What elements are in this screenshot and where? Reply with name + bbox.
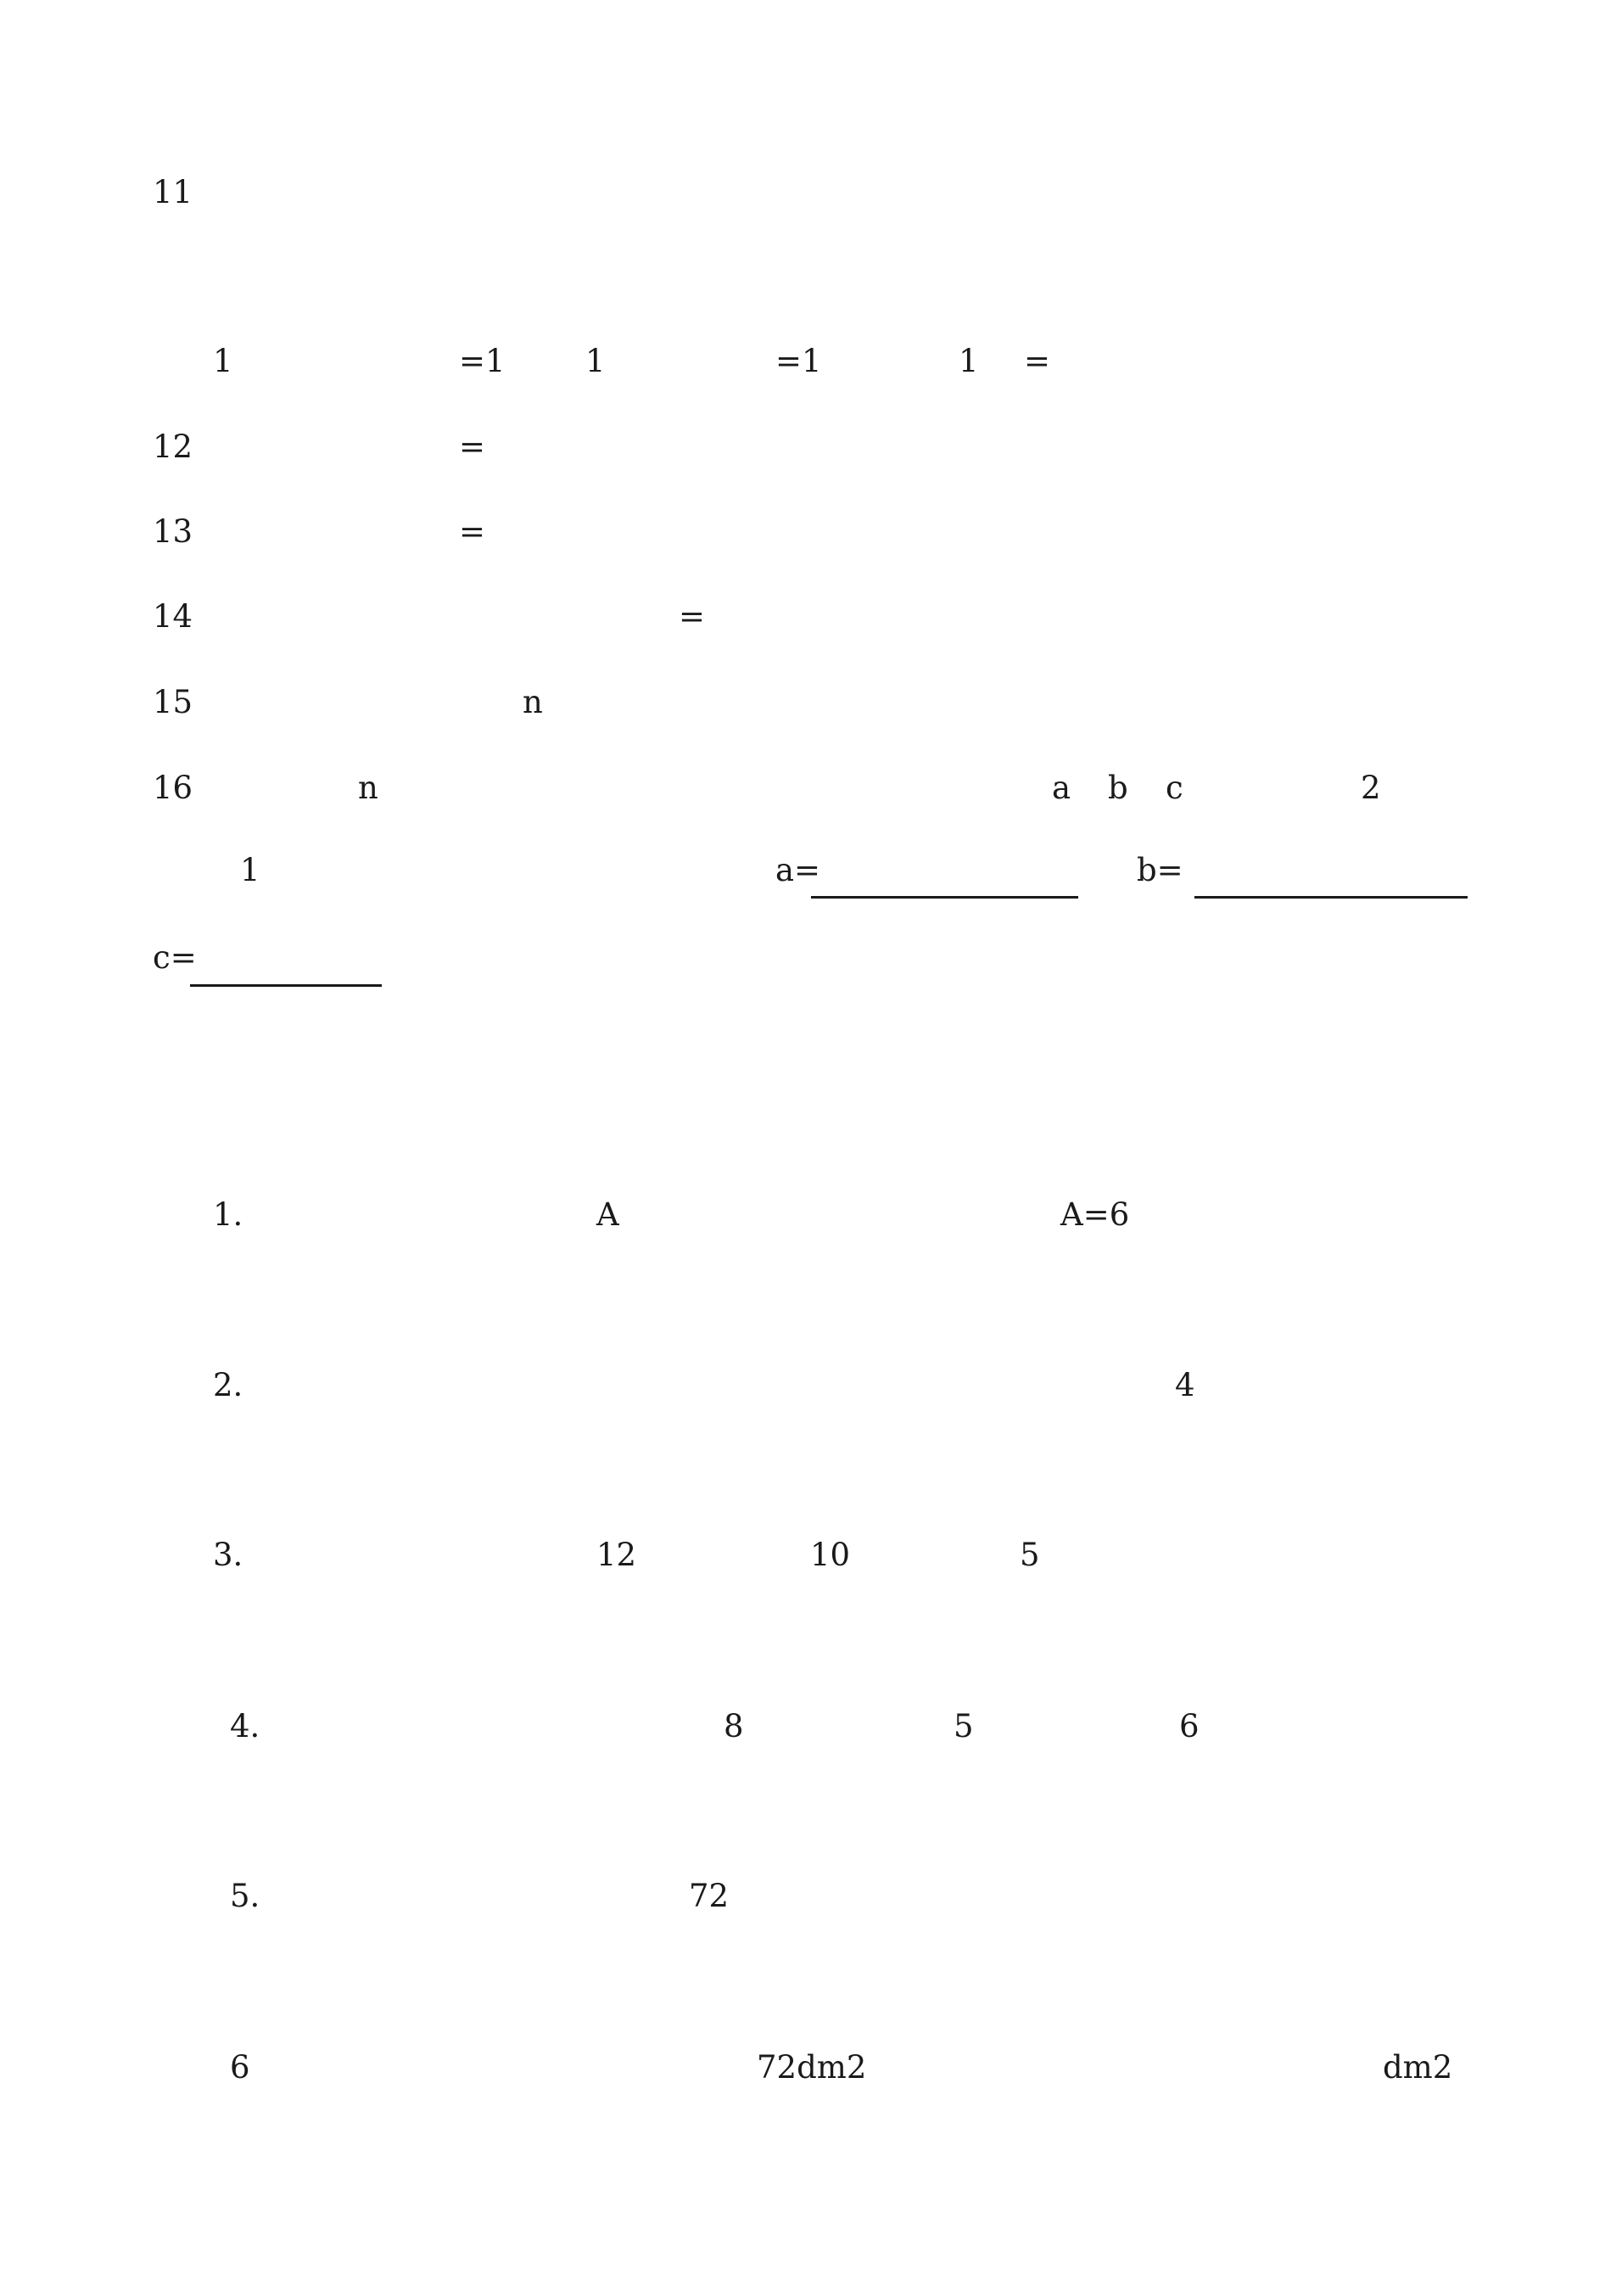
question-2-number: 2.	[213, 1367, 243, 1403]
answer-b-label: b=	[1137, 852, 1183, 888]
row1-equals: =	[1024, 343, 1051, 379]
row1-result-1: =1	[459, 343, 506, 379]
question-3-number: 3.	[213, 1537, 243, 1573]
question-4-value-3: 6	[1179, 1708, 1200, 1744]
line-12-number: 12	[153, 428, 193, 465]
line-14-number: 14	[153, 598, 193, 635]
question-6-area: 72dm2	[757, 2049, 867, 2086]
question-4-number: 4.	[230, 1708, 260, 1744]
line-12-equals: =	[459, 428, 486, 465]
line-16b-value-1: 1	[240, 852, 260, 888]
line-16-value-2: 2	[1361, 770, 1381, 806]
answer-c-blank[interactable]	[190, 984, 382, 987]
line-14-equals: =	[679, 598, 706, 635]
line-16-number: 16	[153, 770, 193, 806]
line-16-variable-c: c	[1166, 770, 1183, 806]
question-4-value-2: 5	[954, 1708, 974, 1744]
question-4-value-1: 8	[724, 1708, 744, 1744]
answer-c-label: c=	[153, 939, 197, 976]
question-5-value: 72	[689, 1878, 730, 1914]
row1-term-3: 1	[959, 343, 979, 379]
answer-a-label: a=	[775, 852, 821, 888]
line-16-variable-n: n	[358, 770, 378, 806]
question-6-number: 6	[230, 2049, 250, 2086]
line-13-number: 13	[153, 513, 193, 550]
row1-term-1: 1	[213, 343, 233, 379]
question-5-number: 5.	[230, 1878, 260, 1914]
row1-term-2: 1	[585, 343, 606, 379]
question-6-unit: dm2	[1383, 2049, 1453, 2086]
line-13-equals: =	[459, 513, 486, 550]
line-15-number: 15	[153, 684, 193, 720]
question-1-condition: A=6	[1060, 1196, 1130, 1233]
question-3-value-3: 5	[1020, 1537, 1040, 1573]
line-15-variable-n: n	[523, 684, 543, 720]
line-16-variable-b: b	[1108, 770, 1128, 806]
question-3-value-2: 10	[810, 1537, 851, 1573]
question-1-number: 1.	[213, 1196, 243, 1233]
question-1-term: A	[596, 1196, 619, 1233]
question-2-value: 4	[1175, 1367, 1195, 1403]
question-3-value-1: 12	[596, 1537, 637, 1573]
answer-a-blank[interactable]	[811, 896, 1078, 899]
answer-b-blank[interactable]	[1194, 896, 1468, 899]
row1-result-2: =1	[775, 343, 822, 379]
line-16-variable-a: a	[1052, 770, 1071, 806]
line-11-number: 11	[153, 174, 193, 210]
